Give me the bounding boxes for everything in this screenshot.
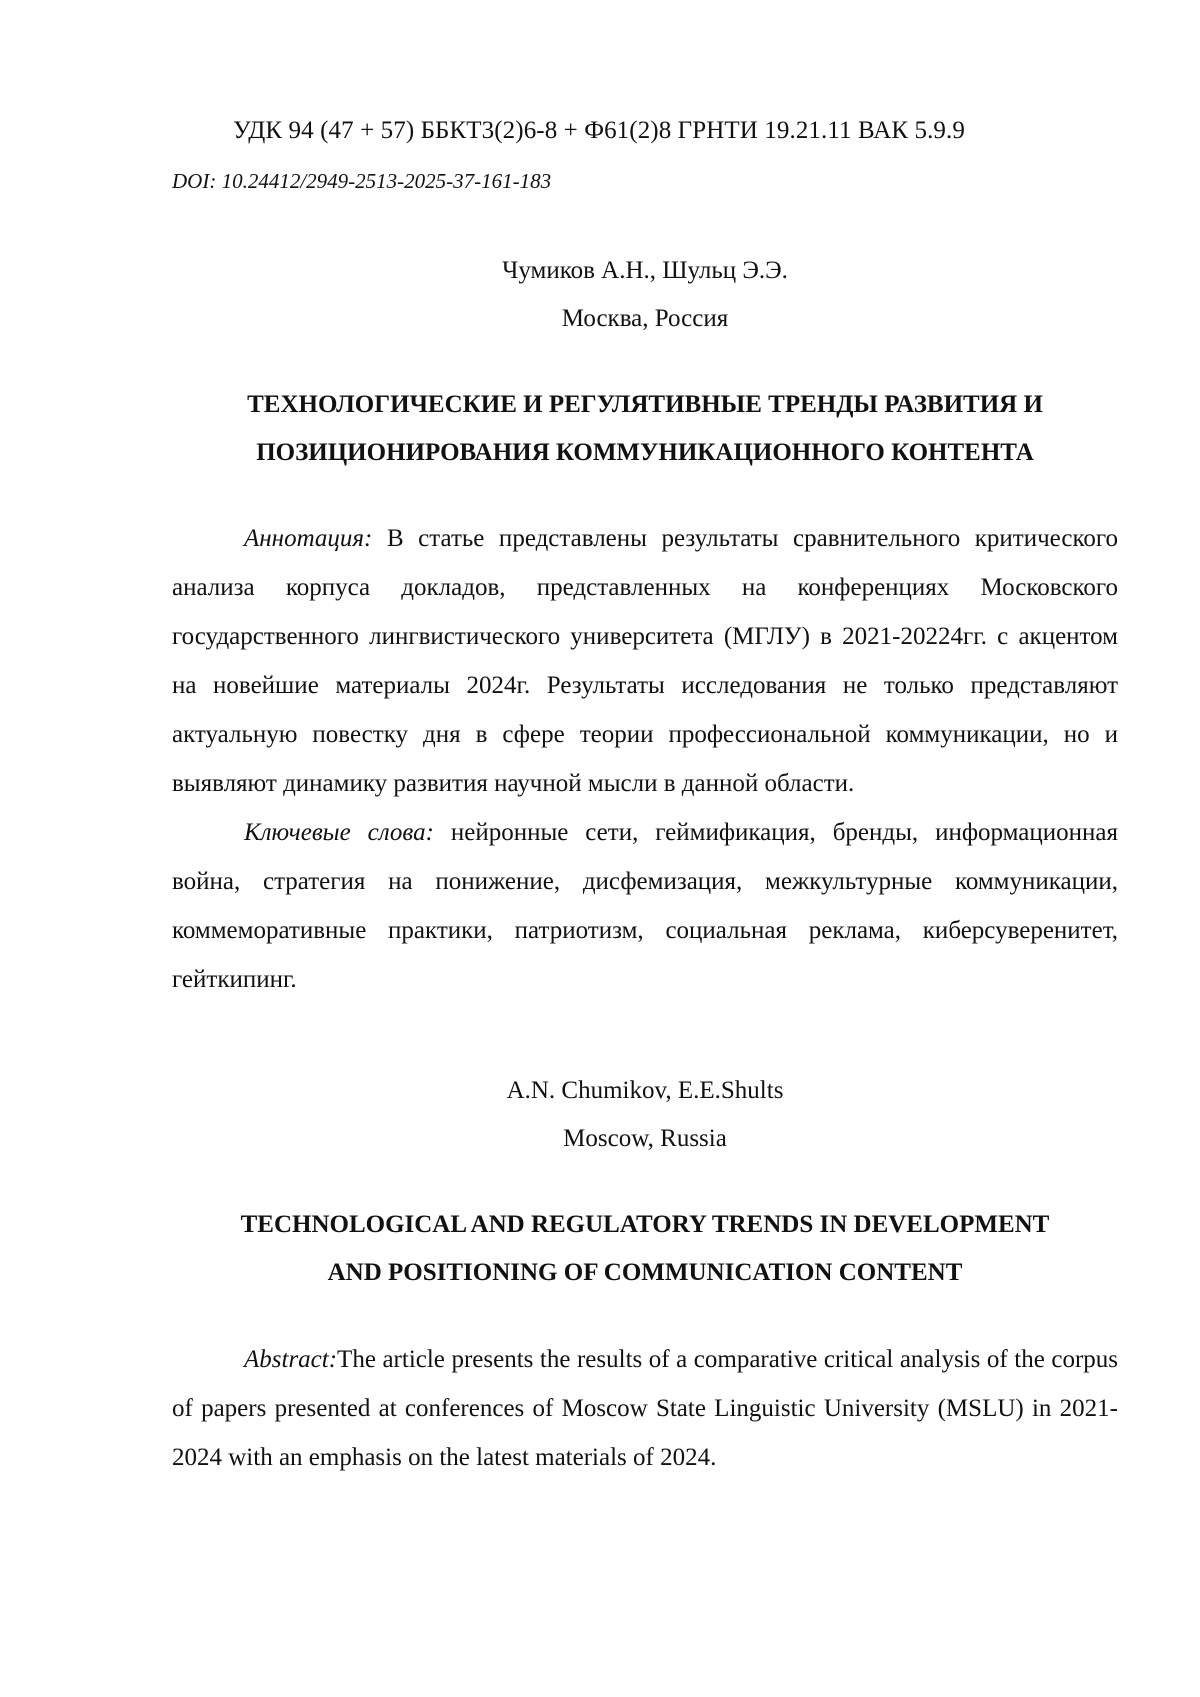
doi-line: DOI: 10.24412/2949-2513-2025-37-161-183 [172,169,552,193]
title-ru [172,381,1118,477]
annotation-text: В статье представлены результаты сравнительного критического анализа корпуса докладов, представленных на конференциях Московского государственного лингвистического университета (МГЛУ) в 2021-20224гг. с акцентом на новейшие материалы 2024г. Результаты исследования не только представляют актуальную повестку дня в сфере теории профессиональной коммуникации, но и выявляют динамику развития научной мысли в данной области. [172,525,1118,797]
title-en-line-2: AND POSITIONING OF COMMUNICATION CONTENT [327,1259,963,1286]
title-en-line-1: TECHNOLOGICAL AND REGULATORY TRENDS IN DEVELOPMENT [240,1211,1050,1238]
annotation-paragraph [172,514,1118,808]
udk-classification-line: УДК 94 (47 + 57) ББКТ3(2)6-8 + Ф61(2)8 ГРНТИ 19.21.11 ВАК 5.9.9 [233,117,965,144]
location-ru: Москва, Россия [561,305,729,332]
abstract-paragraph [172,1335,1118,1482]
title-ru-line-1: ТЕХНОЛОГИЧЕСКИЕ И РЕГУЛЯТИВНЫЕ ТРЕНДЫ РАЗВИТИЯ И [247,391,1043,418]
title-ru-line-2: ПОЗИЦИОНИРОВАНИЯ КОММУНИКАЦИОННОГО КОНТЕНТА [256,439,1034,466]
keywords-paragraph [172,808,1118,1004]
authors-ru: Чумиков А.Н., Шульц Э.Э. [502,257,788,284]
abstract-label: Abstract: [244,1346,338,1373]
title-en [172,1201,1118,1297]
keywords-label: Ключевые слова: [244,819,434,846]
abstract-block-en [172,1335,1118,1482]
keywords-text: нейронные сети, геймификация, бренды, информационная война, стратегия на понижение, дисфемизация, межкультурные коммуникации, коммеморативные практики, патриотизм, социальная реклама, киберсуверенитет, гейткипинг. [172,819,1119,993]
authors-en: A.N. Chumikov, E.E.Shults [506,1077,784,1104]
location-en: Moscow, Russia [563,1125,727,1152]
annotation-block-ru [172,514,1118,1004]
annotation-label: Аннотация: [244,525,373,552]
abstract-text: The article presents the results of a comparative critical analysis of the corpus of papers presented at conferences of Moscow State Linguistic University (MSLU) in 2021-2024 with an emphasis on the latest materials of 2024. [172,1346,1118,1471]
